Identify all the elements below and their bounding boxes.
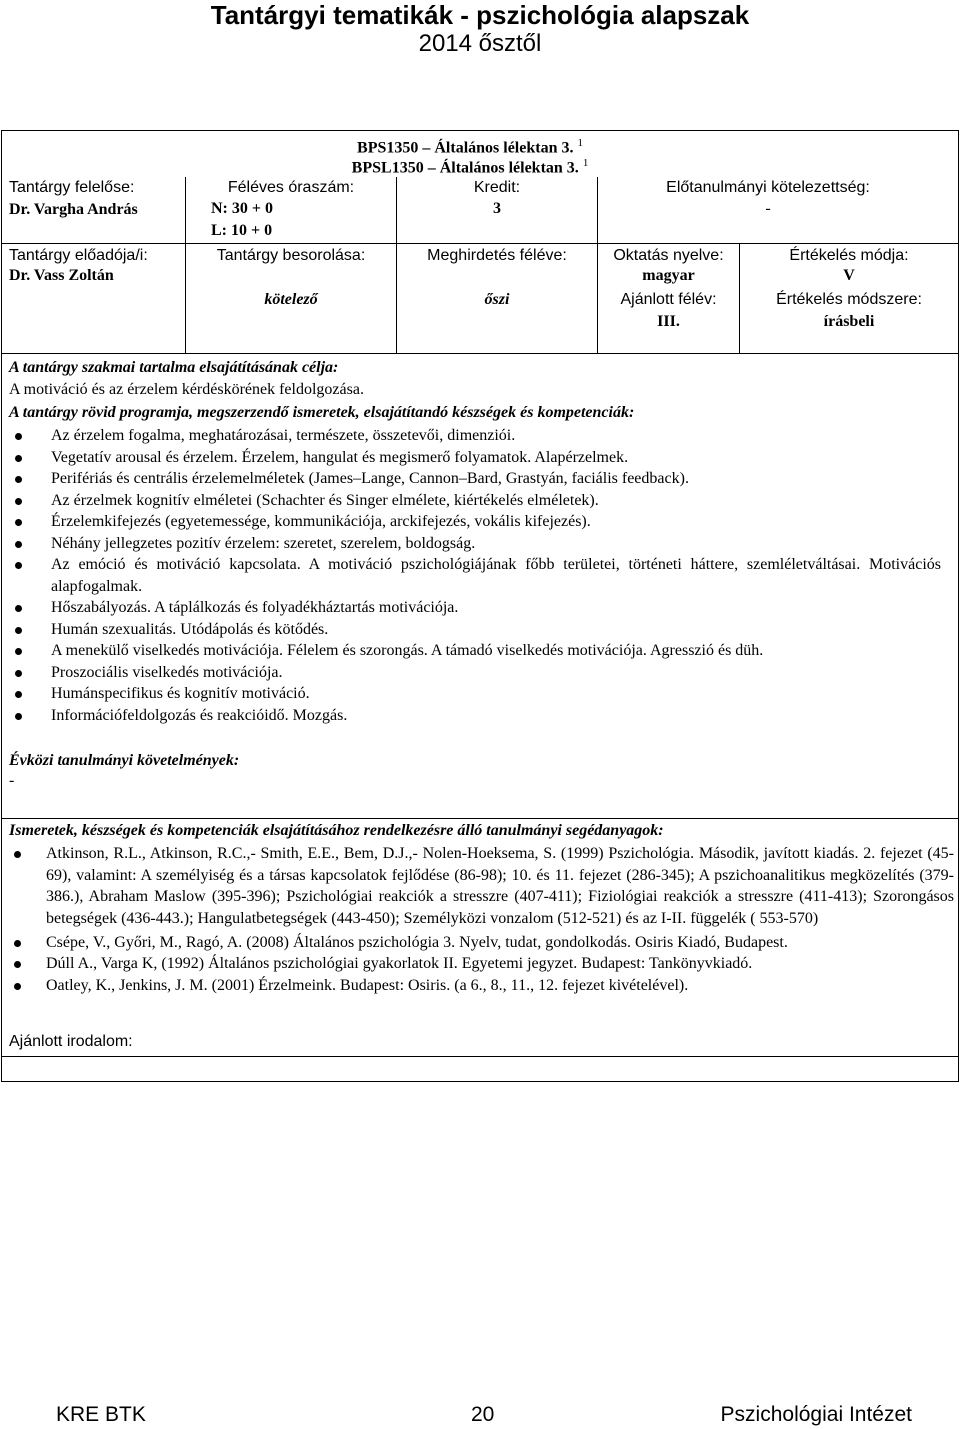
- page-number: 20: [471, 1403, 495, 1426]
- document-subtitle: 2014 ősztől: [418, 30, 542, 57]
- list-item: Oatley, K., Jenkins, J. M. (2001) Érzelmeink. Budapest: Osiris. (a 6., 8., 11., 12. fejezet kivételével).: [46, 975, 954, 997]
- classification-value: kötelező: [264, 291, 318, 308]
- hours-l: L: 10 + 0: [211, 222, 273, 239]
- list-item: Néhány jellegzetes pozitív érzelem: szeretet, szerelem, boldogság.: [51, 533, 941, 555]
- content-divider: [1, 818, 959, 819]
- credit-value: 3: [493, 200, 501, 217]
- footer-institution: KRE BTK: [56, 1403, 146, 1426]
- list-item: Perifériás és centrális érzelemelméletek (James–Lange, Cannon–Bard, Grastyán, faciális feedback).: [51, 468, 941, 490]
- responsible-name: Dr. Vargha András: [9, 201, 138, 218]
- prereq-label: Előtanulmányi kötelezettség:: [666, 179, 870, 196]
- eval-mode-value: V: [843, 267, 855, 284]
- list-item: Proszociális viselkedés motivációja.: [51, 662, 941, 684]
- literature-label: Ajánlott irodalom:: [9, 1033, 133, 1050]
- language-value: magyar: [642, 267, 695, 284]
- hours-label: Féléves óraszám:: [227, 179, 355, 196]
- course-code-1: BPS1350 – Általános lélektan 3. $^1$: [357, 137, 583, 157]
- list-item: Az érzelem fogalma, meghatározásai, természete, összetevői, dimenziói.: [51, 425, 941, 447]
- footer-department: Pszichológiai Intézet: [720, 1403, 912, 1426]
- list-item: Humánspecifikus és kognitív motiváció.: [51, 683, 941, 705]
- language-label: Oktatás nyelve:: [613, 247, 724, 264]
- lecturer-name: Dr. Vass Zoltán: [9, 267, 114, 284]
- materials-heading: Ismeretek, készségek és kompetenciák elsajátításához rendelkezésre álló tanulmányi segédanyagok:: [9, 822, 664, 839]
- document-title: Tantárgyi tematikák - pszichológia alapszak: [210, 0, 750, 30]
- hours-n: N: 30 + 0: [211, 200, 273, 217]
- table-border-top: [1, 130, 959, 131]
- table-border-bottom: [1, 353, 959, 354]
- list-item: Dúll A., Varga K, (1992) Általános pszichológiai gyakorlatok II. Egyetemi jegyzet. Budapest: Tankönyvkiadó.: [46, 953, 954, 975]
- list-item: Hőszabályozás. A táplálkozás és folyadékháztartás motivációja.: [51, 597, 941, 619]
- recommended-value: III.: [657, 313, 680, 330]
- responsible-label: Tantárgy felelőse:: [9, 179, 135, 196]
- materials-list: [46, 843, 954, 996]
- program-heading: A tantárgy rövid programja, megszerzendő ismeretek, elsajátítandó készségek és kompetenciák:: [9, 404, 635, 421]
- list-item: Humán szexualitás. Utódápolás és kötődés.: [51, 619, 941, 641]
- credit-label: Kredit:: [473, 179, 521, 196]
- semester-value: őszi: [484, 291, 510, 308]
- eval-method-label: Értékelés módszere:: [776, 291, 922, 308]
- lecturer-label: Tantárgy előadója/i:: [9, 247, 148, 264]
- program-list: [51, 425, 941, 726]
- eval-mode-label: Értékelés módja:: [789, 247, 909, 264]
- table-border-right: [958, 130, 959, 354]
- course-code-2: BPSL1350 – Általános lélektan 3. $^1$: [351, 157, 589, 177]
- list-item: Vegetatív arousal és érzelem. Érzelem, hangulat és megismerő folyamatok. Alapérzelmek.: [51, 447, 941, 469]
- requirements-heading: Évközi tanulmányi követelmények:: [9, 752, 240, 769]
- content-border-left: [1, 353, 2, 1082]
- content-divider: [1, 1056, 959, 1057]
- classification-label: Tantárgy besorolása:: [216, 247, 366, 264]
- requirements-text: -: [9, 772, 15, 789]
- content-border-right: [958, 353, 959, 1082]
- eval-method-value: írásbeli: [823, 313, 875, 330]
- recommended-label: Ajánlott félév:: [620, 291, 717, 308]
- list-item: Az érzelmek kognitív elméletei (Schachter és Singer elmélete, kiértékelés elméletek).: [51, 490, 941, 512]
- goal-text: A motiváció és az érzelem kérdéskörének feldolgozása.: [9, 381, 364, 398]
- list-item: Információfeldolgozás és reakcióidő. Mozgás.: [51, 705, 941, 727]
- table-row-divider: [1, 243, 959, 244]
- list-item: Csépe, V., Győri, M., Ragó, A. (2008) Általános pszichológia 3. Nyelv, tudat, gondolkodás. Osiris Kiadó, Budapest.: [46, 932, 954, 954]
- semester-label: Meghirdetés féléve:: [427, 247, 567, 264]
- list-item: Atkinson, R.L., Atkinson, R.C.,- Smith, E.E., Bem, D.J.,- Nolen-Hoeksema, S. (1999) Pszichológia. Második, javított kiadás. 2. fejezet (45-69), valamint: A személyiség és a társas kapcsolatok fejlődése (86-98); 10. és 11. fejezet (286-345); A pszichoanalitikus megközelítés (379-386.), Abraham Maslow (395-396); Pszichológiai reakciók a stresszre (407-411); Fiziológiai reakciók a stresszre (411-413); Szorongásos betegségek (436-443.); Hangulatbetegségek (443-450); Személyközi vonzalom (512-521) és az I-II. függelék ( 553-570): [46, 843, 954, 930]
- list-item: Érzelemkifejezés (egyetemessége, kommunikációja, arckifejezés, vokális kifejezés).: [51, 511, 941, 533]
- prereq-value: -: [765, 200, 771, 217]
- table-border-left: [1, 130, 2, 354]
- content-border-bottom: [1, 1081, 959, 1082]
- list-item: Az emóció és motiváció kapcsolata. A motiváció pszichológiájának főbb területei, történeti háttere, szemléletváltásai. Motivációs alapfogalmak.: [51, 554, 941, 597]
- goal-heading: A tantárgy szakmai tartalma elsajátításának célja:: [9, 359, 339, 376]
- list-item: A menekülő viselkedés motivációja. Félelem és szorongás. A támadó viselkedés motivációja. Agresszió és düh.: [51, 640, 941, 662]
